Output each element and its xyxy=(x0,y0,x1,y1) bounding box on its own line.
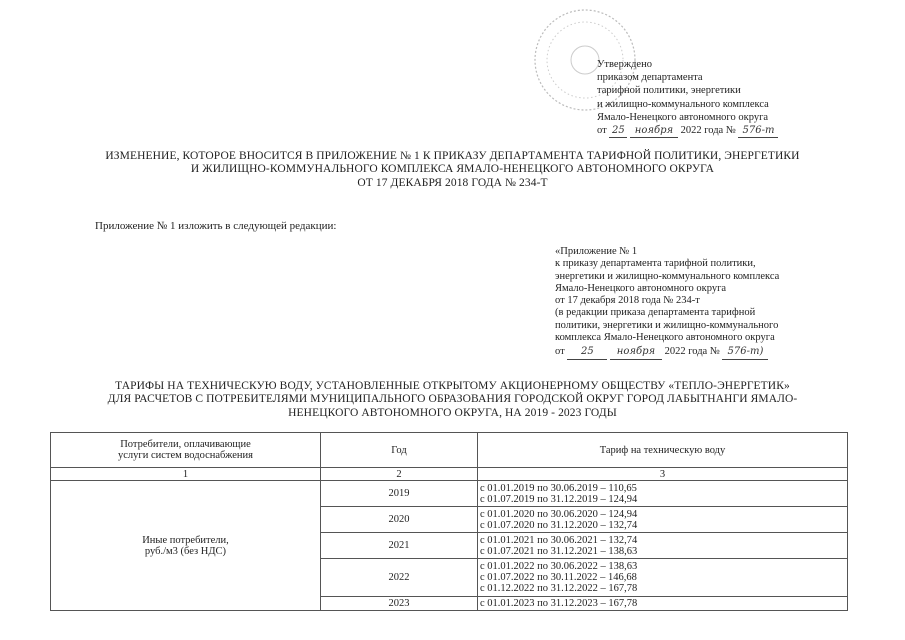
approval-block xyxy=(597,58,778,138)
col-number: 3 xyxy=(478,468,848,481)
document-title: ИЗМЕНЕНИЕ, КОТОРОЕ ВНОСИТСЯ В ПРИЛОЖЕНИЕ № 1 К ПРИКАЗУ ДЕПАРТАМЕНТА ТАРИФНОЙ ПОЛИТИКИ, ЭНЕРГЕТИКИ И ЖИЛИЩНО-КОММУНАЛЬНОГО КОМПЛЕКСА ЯМАЛО-НЕНЕЦКОГО АВТОНОМНОГО ОКРУГА ОТ 17 ДЕКАБРЯ 2018 ГОДА № 234-Т xyxy=(105,150,800,189)
tariff-cell: с 01.01.2022 по 30.06.2022 – 138,63 с 01.07.2022 по 30.11.2022 – 146,68 с 01.12.2022 по 31.12.2022 – 167,78 xyxy=(478,559,848,597)
approval-date-line: от 25 ноября 2022 года № 576-т xyxy=(597,124,778,138)
year-cell: 2020 xyxy=(321,507,478,533)
appendix-number: 576-т) xyxy=(722,346,768,359)
header-tariff: Тариф на техническую воду xyxy=(478,433,848,468)
year-cell: 2022 xyxy=(321,559,478,597)
approval-line: и жилищно-коммунального комплекса xyxy=(597,98,769,110)
header-consumers: Потребители, оплачивающие услуги систем водоснабжения xyxy=(51,433,321,468)
table-row xyxy=(51,481,848,507)
consumer-cell: Иные потребители, руб./м3 (без НДС) xyxy=(51,481,321,611)
table-header-row xyxy=(51,433,848,468)
appendix-date-line: от 25 ноября 2022 года № 576-т) xyxy=(555,346,779,359)
table-title: ТАРИФЫ НА ТЕХНИЧЕСКУЮ ВОДУ, УСТАНОВЛЕННЫЕ ОТКРЫТОМУ АКЦИОНЕРНОМУ ОБЩЕСТВУ «ТЕПЛО-ЭНЕРГЕТИК» ДЛЯ РАСЧЕТОВ С ПОТРЕБИТЕЛЯМИ МУНИЦИПАЛЬНОГО ОБРАЗОВАНИЯ ГОРОДСКОЙ ОКРУГ ГОРОД ЛАБЫТНАНГИ ЯМАЛО- НЕНЕЦКОГО АВТОНОМНОГО ОКРУГА, НА 2019 - 2023 ГОДЫ xyxy=(107,380,798,419)
tariff-cell: с 01.01.2020 по 30.06.2020 – 124,94 с 01.07.2020 по 31.12.2020 – 132,74 xyxy=(478,507,848,533)
year-cell: 2021 xyxy=(321,533,478,559)
instruction-text: Приложение № 1 изложить в следующей редакции: xyxy=(95,220,337,232)
approval-month: ноября xyxy=(630,124,678,138)
approval-day: 25 xyxy=(609,124,627,138)
tariff-cell: с 01.01.2021 по 30.06.2021 – 132,74 с 01.07.2021 по 31.12.2021 – 138,63 xyxy=(478,533,848,559)
appendix-block: «Приложение № 1 к приказу департамента тарифной политики, энергетики и жилищно-коммунального комплекса Ямало-Ненецкого автономного округа от 17 декабря 2018 года № 234-т (в редакции приказа департамента тарифной политики, энергетики и жилищно-коммунального комплекса Ямало-Ненецкого автономного округа от 25 ноября 2022 года № 576-т) xyxy=(555,246,779,360)
approval-line: приказом департамента xyxy=(597,72,703,84)
tariff-table xyxy=(50,432,848,611)
header-year: Год xyxy=(321,433,478,468)
column-number-row xyxy=(51,468,848,481)
approval-line: Ямало-Ненецкого автономного округа xyxy=(597,111,769,123)
appendix-day: 25 xyxy=(567,346,607,359)
tariff-cell: с 01.01.2019 по 30.06.2019 – 110,65 с 01.07.2019 по 31.12.2019 – 124,94 xyxy=(478,481,848,507)
approval-line: Утверждено xyxy=(597,59,652,70)
col-number: 2 xyxy=(321,468,478,481)
approval-number: 576-т xyxy=(738,124,778,138)
year-cell: 2023 xyxy=(321,597,478,611)
col-number: 1 xyxy=(51,468,321,481)
approval-line: тарифной политики, энергетики xyxy=(597,85,741,97)
year-cell: 2019 xyxy=(321,481,478,507)
tariff-cell: с 01.01.2023 по 31.12.2023 – 167,78 xyxy=(478,597,848,611)
appendix-month: ноября xyxy=(610,346,662,359)
